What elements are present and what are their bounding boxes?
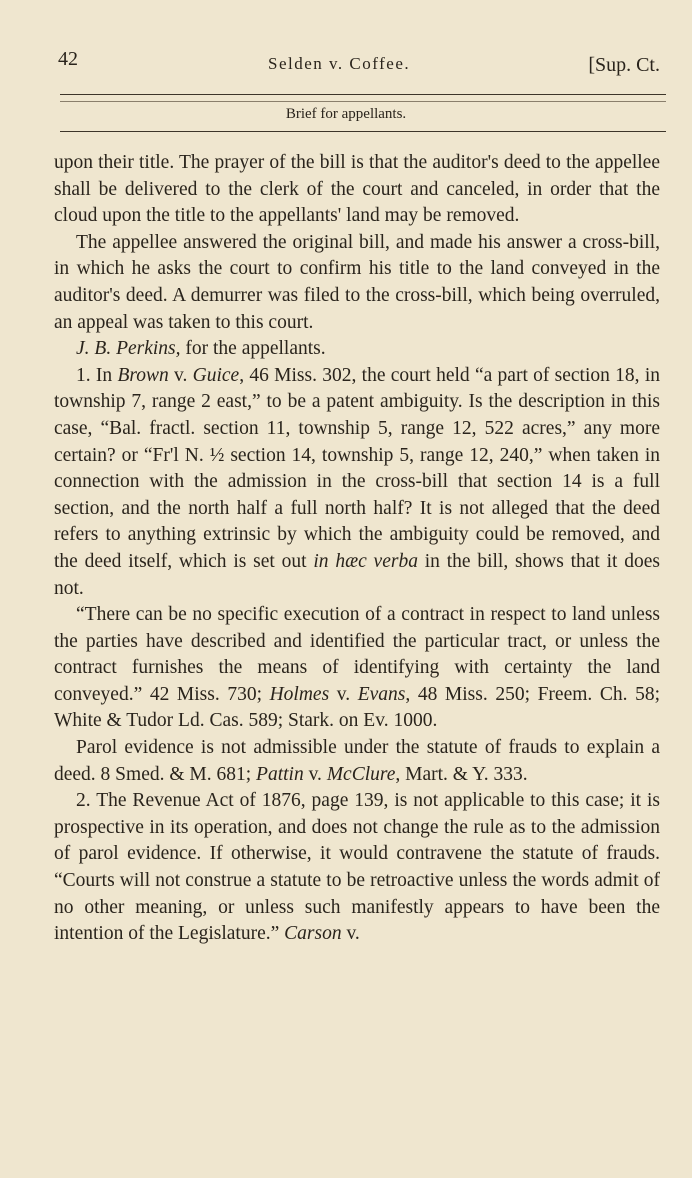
text-run: , Mart. & Y. 333. [395,763,528,785]
case-name: Pattin [256,763,304,785]
paragraph-3 [54,336,660,363]
paragraph-2: The appellee answered the original bill, and made his answer a cross-bill, in which he asks the court to confirm his title to the land conveyed in the auditor's deed. A demurrer was filed to the cross-bill, which being overruled, an appeal was taken to this court. [54,231,660,333]
court-abbreviation: [Sup. Ct. [588,54,660,76]
page-number: 42 [58,48,78,70]
text-run: 1. In [76,364,118,386]
case-title: Selden v. Coffee. [268,54,411,73]
paragraph-5 [54,602,660,735]
case-name: Evans [357,683,406,705]
text-run: in the bill, shows that it does not. [54,550,661,599]
text-run: v. [303,763,327,785]
text-run: v. [168,364,193,386]
subheading-rule [60,131,666,132]
paragraph-4 [54,363,660,602]
counsel-role: for the appellants. [180,338,326,360]
text-run: , 48 Miss. 250; Freem. Ch. 58; White & Tudor Ld. Cas. 589; Stark. on Ev. 1000. [54,683,661,732]
text-run: “There can be no specific execution of a contract in respect to land unless the parties have described and identified the particular tract, or unless the contract furnishes the means of identifying with certainty the land conveyed.” 42 Miss. 730; [54,604,660,705]
case-name: McClure [326,763,396,785]
text-run: v. [329,683,358,705]
section-subheading: Brief for appellants. [285,106,407,122]
text-run: v. [341,923,360,945]
counsel-name: J. B. Perkins, [76,338,181,360]
case-name: Guice [192,364,240,386]
paragraph-1: upon their title. The prayer of the bill is that the auditor's deed to the appellee shall be delivered to the clerk of the court and canceled, in order that the cloud upon the title to the appellants' land may be removed. [54,152,660,227]
header-rule [60,94,666,95]
case-name: Brown [117,364,169,386]
text-run: Parol evidence is not admissible under the statute of frauds to explain a deed. 8 Smed. & M. 681; [54,737,660,785]
body-text [54,150,660,948]
case-name: Holmes [269,683,330,705]
case-name: Carson [284,923,342,945]
running-head [58,48,668,88]
latin-phrase: in hæc verba [313,550,418,572]
text-run: , 46 Miss. 302, the court held “a part of section 18, in township 7, range 2 east,” to be a patent ambiguity. Is the description in this case, “Bal. fractl. section 11, township 5, range 12, 522 acres,” any more certain? or “Fr'l N. ½ section 14, township 5, range 12, 240,” when taken in connection with the admission in the cross-bill that section 14 is a full section, and the north half a full north half? It is not alleged that the deed refers to anything extrinsic by which the ambiguity could be removed, and the deed itself, which is set out [54,364,660,572]
header-rule-thin [60,101,666,102]
paragraph-7 [54,788,660,948]
paragraph-6 [54,735,660,788]
text-run: 2. The Revenue Act of 1876, page 139, is not applicable to this case; it is prospective in its operation, and does not change the rule as to the admission of parol evidence. If otherwise, it would contravene the statute of frauds. “Courts will not construe a statute to be retroactive unless the words admit of no other meaning, or unless such manifestly appears to have been the intention of the Legislature.” [54,790,660,945]
